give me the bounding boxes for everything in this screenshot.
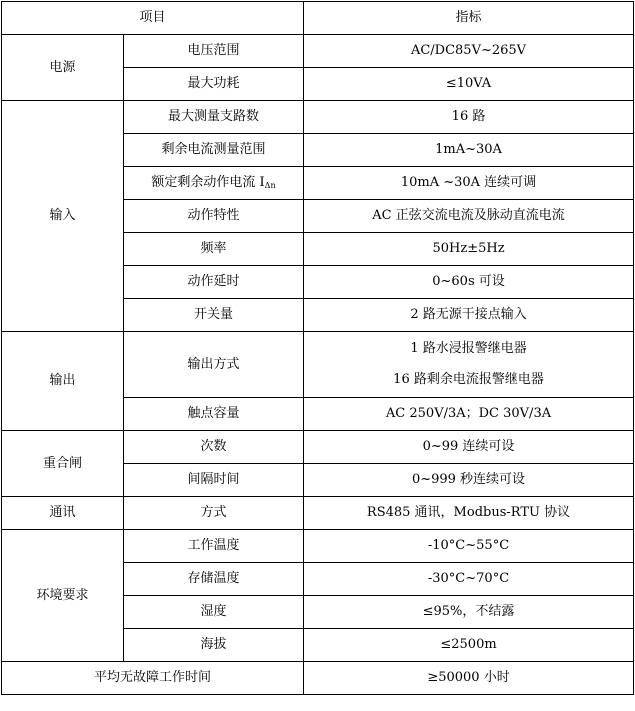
table-row (2, 662, 634, 695)
param-name: 最大功耗 (124, 68, 304, 101)
param-value: AC/DC85V~265V (304, 35, 634, 68)
param-value: 0~60s 可设 (304, 266, 634, 299)
mtbf-label: 平均无故障工作时间 (2, 662, 304, 695)
table-row (2, 497, 634, 530)
param-name: 次数 (124, 431, 304, 464)
group-input: 输入 (2, 101, 124, 332)
param-value: 16 路 (304, 101, 634, 134)
table-row (2, 35, 634, 68)
param-name: 开关量 (124, 299, 304, 332)
param-value: 2 路无源干接点输入 (304, 299, 634, 332)
table-row (2, 530, 634, 563)
param-name-subscript: Δn (264, 181, 276, 191)
header-item: 项目 (2, 2, 304, 35)
spec-table (1, 1, 634, 695)
group-power: 电源 (2, 35, 124, 101)
table-row (2, 431, 634, 464)
param-value: 50Hz±5Hz (304, 233, 634, 266)
group-output: 输出 (2, 332, 124, 431)
param-value: AC 250V/3A；DC 30V/3A (304, 398, 634, 431)
header-spec: 指标 (304, 2, 634, 35)
group-env: 环境要求 (2, 530, 124, 662)
param-name: 湿度 (124, 596, 304, 629)
param-value: 0~99 连续可设 (304, 431, 634, 464)
param-name: 电压范围 (124, 35, 304, 68)
param-value: 1mA~30A (304, 134, 634, 167)
param-name: 动作特性 (124, 200, 304, 233)
group-comm: 通讯 (2, 497, 124, 530)
table-row (2, 101, 634, 134)
param-name: 工作温度 (124, 530, 304, 563)
param-name: 动作延时 (124, 266, 304, 299)
param-name: 最大测量支路数 (124, 101, 304, 134)
param-value: ≤10VA (304, 68, 634, 101)
param-name: 间隔时间 (124, 464, 304, 497)
param-name: 输出方式 (124, 332, 304, 398)
param-value-line: 16 路剩余电流报警继电器 (393, 372, 544, 387)
param-value: 0~999 秒连续可设 (304, 464, 634, 497)
param-value (304, 332, 634, 398)
param-value: 10mA ~30A 连续可调 (304, 167, 634, 200)
param-value: AC 正弦交流电流及脉动直流电流 (304, 200, 634, 233)
mtbf-value: ≥50000 小时 (304, 662, 634, 695)
param-name: 频率 (124, 233, 304, 266)
param-value-line: 1 路水浸报警继电器 (410, 341, 527, 357)
group-reclose: 重合闸 (2, 431, 124, 497)
param-value: ≤2500m (304, 629, 634, 662)
param-value: -10°C~55°C (304, 530, 634, 563)
param-name (124, 167, 304, 200)
param-value: ≤95%，不结露 (304, 596, 634, 629)
param-name-text: 额定剩余动作电流 I (151, 175, 265, 191)
table-header-row (2, 2, 634, 35)
param-name: 触点容量 (124, 398, 304, 431)
param-name: 剩余电流测量范围 (124, 134, 304, 167)
table-row (2, 332, 634, 398)
param-name: 海拔 (124, 629, 304, 662)
param-value: -30°C~70°C (304, 563, 634, 596)
param-value: RS485 通讯，Modbus-RTU 协议 (304, 497, 634, 530)
param-name: 方式 (124, 497, 304, 530)
param-name: 存储温度 (124, 563, 304, 596)
